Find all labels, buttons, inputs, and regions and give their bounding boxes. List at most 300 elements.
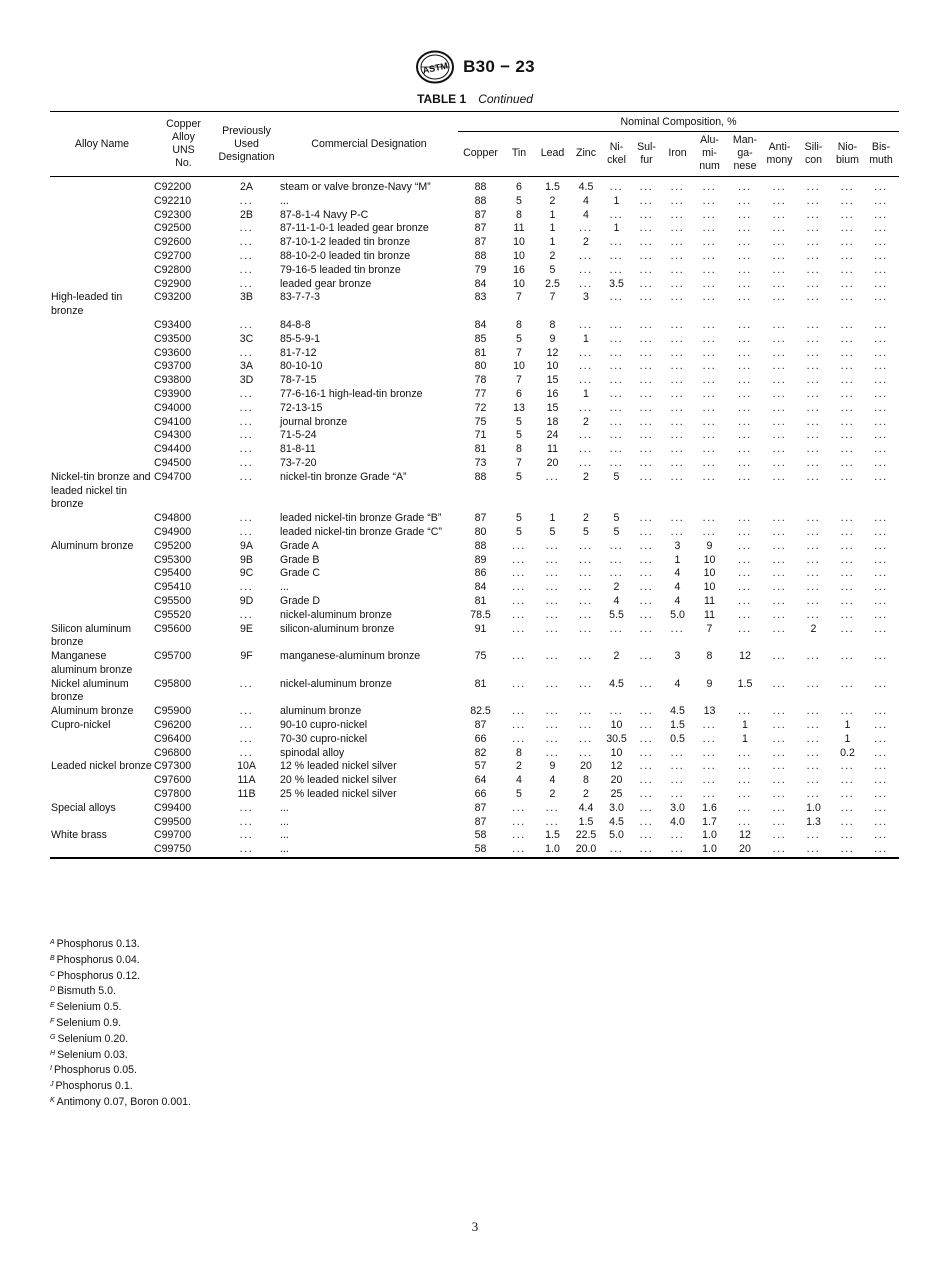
composition-value-cell: ... bbox=[702, 387, 717, 400]
composition-value-cell: 88 bbox=[474, 470, 487, 483]
composition-value-cell: ... bbox=[670, 774, 685, 787]
previous-designation-cell: 9C bbox=[239, 567, 254, 580]
composition-value-cell: ... bbox=[702, 512, 717, 525]
alloy-name-cell bbox=[50, 443, 154, 457]
composition-value-cell: ... bbox=[772, 318, 787, 331]
composition-value-cell: 4 bbox=[674, 567, 681, 580]
previous-designation-cell: ... bbox=[239, 525, 254, 538]
composition-value-cell: 75 bbox=[474, 415, 487, 428]
composition-value-cell: 11 bbox=[547, 443, 558, 456]
commercial-designation-cell-text: 85-5-9-1 bbox=[280, 332, 321, 345]
standard-designation: B30 − 23 bbox=[463, 57, 535, 76]
composition-value-cell: ... bbox=[772, 291, 787, 304]
uns-cell: C99750 bbox=[154, 843, 192, 856]
commercial-designation-cell-text: 20 % leaded nickel silver bbox=[280, 774, 397, 787]
composition-value-cell: 5 bbox=[516, 788, 522, 801]
alloy-name-cell bbox=[50, 609, 154, 623]
composition-value-cell: ... bbox=[670, 318, 685, 331]
composition-value-cell: ... bbox=[702, 263, 717, 276]
composition-value-cell: 10 bbox=[703, 581, 716, 594]
table-row bbox=[50, 802, 899, 816]
composition-value-cell: 6 bbox=[516, 181, 522, 193]
composition-value-cell: ... bbox=[670, 443, 685, 456]
page-number: 3 bbox=[471, 1219, 479, 1234]
composition-value-cell: ... bbox=[840, 222, 855, 235]
composition-value-cell: ... bbox=[772, 360, 787, 373]
composition-value-cell: 1 bbox=[549, 208, 556, 221]
footnote bbox=[50, 1078, 450, 1094]
composition-value-cell: ... bbox=[738, 360, 752, 373]
footnote-text: Selenium 0.9. bbox=[56, 1016, 122, 1029]
footnote bbox=[50, 1031, 450, 1047]
commercial-designation-cell-text: nickel-tin bronze Grade “A” bbox=[280, 470, 407, 483]
composition-value-cell: ... bbox=[874, 277, 888, 290]
composition-value-cell: ... bbox=[840, 415, 855, 428]
table-row bbox=[50, 816, 899, 830]
commercial-designation-cell bbox=[280, 222, 458, 236]
composition-value-cell: ... bbox=[772, 525, 787, 538]
commercial-designation-cell-text: ... bbox=[280, 815, 289, 828]
composition-value-cell: ... bbox=[609, 705, 624, 718]
composition-value-cell: ... bbox=[639, 553, 654, 566]
composition-value-cell: ... bbox=[702, 360, 717, 373]
composition-value-cell: ... bbox=[806, 608, 821, 621]
composition-value-cell: ... bbox=[772, 608, 787, 621]
composition-value-cell: ... bbox=[806, 401, 821, 414]
composition-value-cell: ... bbox=[874, 415, 888, 428]
composition-value-cell: ... bbox=[806, 346, 821, 359]
composition-value-cell: 2 bbox=[583, 236, 589, 249]
composition-value-cell: 2 bbox=[810, 622, 817, 635]
uns-cell: C96800 bbox=[154, 746, 192, 759]
composition-value-cell: 1.0 bbox=[702, 843, 717, 856]
table-row bbox=[50, 623, 899, 651]
previous-designation-cell: 3D bbox=[239, 374, 254, 387]
composition-value-cell: 1 bbox=[844, 732, 851, 745]
header-element: Man- ga- nese bbox=[726, 132, 764, 177]
composition-value-cell: 4 bbox=[549, 774, 556, 787]
composition-value-cell: ... bbox=[609, 208, 624, 221]
table-row bbox=[50, 843, 899, 858]
alloy-name-cell bbox=[50, 774, 154, 788]
composition-value-cell: ... bbox=[806, 318, 821, 331]
composition-value-cell: ... bbox=[609, 539, 624, 552]
composition-value-cell: 10 bbox=[610, 719, 623, 732]
composition-value-cell: ... bbox=[874, 801, 888, 814]
composition-value-cell: 71 bbox=[474, 429, 487, 442]
footnote-text: Bismuth 5.0. bbox=[57, 985, 116, 998]
composition-value-cell: 7 bbox=[516, 456, 522, 469]
composition-value-cell: ... bbox=[772, 760, 787, 773]
composition-value-cell: ... bbox=[874, 774, 888, 787]
composition-value-cell: ... bbox=[639, 774, 654, 787]
composition-value-cell: 1 bbox=[674, 553, 681, 566]
composition-value-cell: ... bbox=[738, 277, 752, 290]
composition-value-cell: 7 bbox=[516, 374, 522, 387]
logo-lettering: ASTM bbox=[421, 60, 449, 76]
composition-value-cell: ... bbox=[806, 677, 821, 690]
composition-value-cell: ... bbox=[545, 746, 560, 759]
composition-value-cell: 20 bbox=[739, 843, 751, 856]
composition-value-cell: ... bbox=[579, 443, 593, 456]
uns-cell: C92500 bbox=[154, 222, 192, 235]
composition-value-cell: ... bbox=[545, 567, 560, 580]
previous-designation-cell: ... bbox=[239, 746, 254, 759]
uns-cell: C93600 bbox=[154, 346, 192, 359]
composition-value-cell: ... bbox=[772, 387, 787, 400]
composition-value-cell: ... bbox=[579, 746, 593, 759]
commercial-designation-cell-text: 70-30 cupro-nickel bbox=[280, 732, 368, 745]
composition-value-cell: ... bbox=[738, 746, 752, 759]
composition-value-cell: 1.5 bbox=[737, 677, 753, 690]
composition-value-cell: 4 bbox=[674, 581, 681, 594]
composition-value-cell: ... bbox=[702, 415, 717, 428]
footnote-mark: E bbox=[50, 1002, 55, 1010]
commercial-designation-cell-text: leaded gear bronze bbox=[280, 277, 372, 290]
composition-value-cell: ... bbox=[840, 456, 855, 469]
composition-value-cell: ... bbox=[738, 429, 752, 442]
composition-value-cell: ... bbox=[579, 429, 593, 442]
composition-value-cell: ... bbox=[840, 539, 855, 552]
composition-value-cell: 86 bbox=[474, 567, 487, 580]
composition-value-cell: 75 bbox=[474, 650, 487, 663]
composition-value-cell: ... bbox=[579, 705, 593, 718]
uns-cell: C95600 bbox=[154, 622, 192, 635]
composition-value-cell: ... bbox=[772, 581, 787, 594]
composition-value-cell: ... bbox=[806, 594, 821, 607]
composition-value-cell: ... bbox=[738, 181, 752, 193]
table-row bbox=[50, 581, 899, 595]
composition-value-cell: ... bbox=[545, 705, 560, 718]
composition-value-cell: ... bbox=[545, 594, 560, 607]
composition-value-cell: ... bbox=[874, 746, 888, 759]
table-row bbox=[50, 678, 899, 706]
composition-value-cell: ... bbox=[670, 387, 685, 400]
composition-value-cell: ... bbox=[609, 263, 624, 276]
composition-value-cell: ... bbox=[702, 346, 717, 359]
composition-value-cell: ... bbox=[670, 291, 685, 304]
composition-value-cell: 8 bbox=[583, 774, 589, 787]
composition-value-cell: ... bbox=[579, 346, 593, 359]
table-row bbox=[50, 236, 899, 250]
composition-value-cell: ... bbox=[670, 222, 685, 235]
composition-value-cell: 10 bbox=[610, 746, 623, 759]
composition-value-cell: ... bbox=[738, 236, 752, 249]
composition-value-cell: 5 bbox=[583, 525, 589, 538]
composition-value-cell: ... bbox=[738, 705, 752, 718]
composition-value-cell: ... bbox=[702, 222, 717, 235]
footnote bbox=[50, 999, 450, 1015]
commercial-designation-cell-text: 25 % leaded nickel silver bbox=[280, 788, 397, 801]
composition-value-cell: ... bbox=[840, 194, 855, 207]
previous-designation-cell: 3A bbox=[240, 360, 253, 373]
composition-value-cell: ... bbox=[840, 581, 855, 594]
composition-value-cell: ... bbox=[639, 525, 654, 538]
composition-value-cell: 4 bbox=[674, 677, 681, 690]
commercial-designation-cell bbox=[280, 360, 458, 374]
composition-value-cell: ... bbox=[609, 387, 624, 400]
composition-value-cell: 84 bbox=[474, 581, 487, 594]
commercial-designation-cell-text: silicon-aluminum bronze bbox=[280, 622, 395, 635]
composition-value-cell: 5.0 bbox=[670, 608, 685, 621]
composition-value-cell: ... bbox=[670, 788, 685, 801]
composition-value-cell: ... bbox=[738, 374, 752, 387]
composition-value-cell: 1.3 bbox=[806, 815, 821, 828]
composition-value-cell: ... bbox=[670, 360, 685, 373]
composition-value-cell: ... bbox=[738, 291, 752, 304]
composition-value-cell: ... bbox=[579, 249, 593, 262]
composition-value-cell: ... bbox=[702, 443, 717, 456]
composition-value-cell: 4.0 bbox=[670, 815, 685, 828]
previous-designation-cell: ... bbox=[239, 512, 254, 525]
composition-value-cell: ... bbox=[806, 291, 821, 304]
composition-value-cell: ... bbox=[806, 567, 821, 580]
composition-value-cell: ... bbox=[639, 277, 654, 290]
composition-value-cell: ... bbox=[579, 222, 593, 235]
alloy-name-cell bbox=[50, 554, 154, 568]
header-previous-designation: Previously Used Designation bbox=[213, 112, 280, 177]
composition-value-cell: ... bbox=[806, 788, 821, 801]
composition-value-cell: ... bbox=[639, 622, 654, 635]
composition-value-cell: ... bbox=[874, 318, 888, 331]
composition-value-cell: 1 bbox=[742, 732, 748, 745]
composition-value-cell: ... bbox=[609, 415, 624, 428]
uns-cell: C94100 bbox=[154, 415, 192, 428]
composition-value-cell: 1.5 bbox=[545, 181, 560, 193]
composition-value-cell: ... bbox=[840, 443, 855, 456]
composition-value-cell: ... bbox=[738, 581, 752, 594]
composition-value-cell: ... bbox=[840, 788, 855, 801]
composition-value-cell: 80 bbox=[474, 525, 487, 538]
composition-value-cell: ... bbox=[639, 415, 654, 428]
composition-value-cell: ... bbox=[579, 401, 593, 414]
commercial-designation-cell bbox=[280, 526, 458, 540]
composition-value-cell: ... bbox=[772, 415, 787, 428]
composition-value-cell: ... bbox=[609, 843, 624, 856]
table-row bbox=[50, 388, 899, 402]
table-row bbox=[50, 360, 899, 374]
composition-value-cell: ... bbox=[579, 581, 593, 594]
composition-value-cell: ... bbox=[639, 567, 654, 580]
composition-value-cell: ... bbox=[670, 249, 685, 262]
composition-value-cell: 85 bbox=[474, 332, 487, 345]
composition-value-cell: ... bbox=[670, 760, 685, 773]
uns-cell: C96200 bbox=[154, 719, 192, 732]
composition-value-cell: ... bbox=[738, 387, 752, 400]
composition-value-cell: ... bbox=[874, 815, 888, 828]
composition-value-cell: ... bbox=[840, 208, 855, 221]
composition-value-cell: 81 bbox=[474, 346, 487, 359]
composition-value-cell: ... bbox=[579, 650, 593, 663]
alloy-name-cell bbox=[50, 222, 154, 236]
composition-value-cell: 8 bbox=[516, 443, 522, 456]
commercial-designation-cell-text: spinodal alloy bbox=[280, 746, 345, 759]
commercial-designation-cell-text: aluminum bronze bbox=[280, 705, 362, 718]
uns-cell: C92210 bbox=[154, 194, 192, 207]
composition-value-cell: ... bbox=[738, 567, 752, 580]
header-element: Ni- ckel bbox=[602, 132, 631, 177]
composition-value-cell: ... bbox=[840, 318, 855, 331]
composition-value-cell: ... bbox=[738, 512, 752, 525]
composition-value-cell: ... bbox=[639, 346, 654, 359]
composition-value-cell: ... bbox=[579, 567, 593, 580]
composition-value-cell: 87 bbox=[474, 801, 487, 814]
commercial-designation-cell bbox=[280, 788, 458, 802]
composition-value-cell: ... bbox=[512, 581, 526, 594]
footnote-text: Selenium 0.20. bbox=[57, 1032, 129, 1045]
footnote bbox=[50, 1094, 450, 1110]
composition-value-cell: 3 bbox=[583, 291, 589, 304]
composition-value-cell: ... bbox=[670, 346, 685, 359]
composition-value-cell: ... bbox=[772, 443, 787, 456]
uns-cell: C94300 bbox=[154, 429, 192, 442]
uns-cell: C93200 bbox=[154, 291, 192, 304]
composition-value-cell: ... bbox=[840, 843, 855, 856]
composition-value-cell: ... bbox=[772, 236, 787, 249]
composition-value-cell: 8 bbox=[516, 208, 522, 221]
commercial-designation-cell bbox=[280, 829, 458, 843]
composition-value-cell: 77 bbox=[474, 387, 487, 400]
table-row bbox=[50, 540, 899, 554]
uns-cell: C94900 bbox=[154, 525, 192, 538]
alloy-name-cell bbox=[50, 388, 154, 402]
composition-value-cell: ... bbox=[545, 470, 560, 483]
composition-value-cell: ... bbox=[639, 387, 654, 400]
commercial-designation-cell bbox=[280, 250, 458, 264]
composition-value-cell: ... bbox=[840, 608, 855, 621]
composition-value-cell: ... bbox=[806, 581, 821, 594]
composition-value-cell: 1.5 bbox=[578, 815, 594, 828]
composition-value-cell: 87 bbox=[474, 208, 487, 221]
composition-value-cell: ... bbox=[874, 719, 888, 732]
composition-value-cell: ... bbox=[738, 470, 752, 483]
composition-value-cell: 88 bbox=[474, 539, 487, 552]
uns-cell: C94500 bbox=[154, 456, 192, 469]
commercial-designation-cell-text: ... bbox=[280, 194, 289, 207]
composition-value-cell: ... bbox=[840, 553, 855, 566]
table-row bbox=[50, 291, 899, 319]
composition-value-cell: ... bbox=[806, 415, 821, 428]
composition-value-cell: ... bbox=[840, 277, 855, 290]
table-row bbox=[50, 333, 899, 347]
table-row bbox=[50, 416, 899, 430]
composition-value-cell: 79 bbox=[474, 263, 487, 276]
commercial-designation-cell-text: Grade D bbox=[280, 594, 321, 607]
composition-value-cell: ... bbox=[772, 539, 787, 552]
composition-value-cell: 2 bbox=[583, 788, 589, 801]
composition-value-cell: ... bbox=[874, 181, 888, 193]
alloy-name-cell bbox=[50, 319, 154, 333]
composition-value-cell: 5 bbox=[516, 415, 522, 428]
alloy-name-cell: Cupro-nickel bbox=[51, 719, 111, 732]
composition-value-cell: ... bbox=[738, 594, 752, 607]
commercial-designation-cell-text: Grade A bbox=[280, 539, 319, 552]
footnote bbox=[50, 936, 450, 952]
composition-value-cell: 0.5 bbox=[670, 732, 685, 745]
commercial-designation-cell-text: 81-7-12 bbox=[280, 346, 317, 359]
previous-designation-cell: ... bbox=[239, 677, 254, 690]
footnotes bbox=[50, 936, 450, 1110]
commercial-designation-cell-text: 71-5-24 bbox=[280, 429, 317, 442]
previous-designation-cell: ... bbox=[239, 236, 254, 249]
commercial-designation-cell-text: 87-10-1-2 leaded tin bronze bbox=[280, 236, 411, 249]
composition-value-cell: 7 bbox=[516, 291, 522, 304]
header-nominal-composition: Nominal Composition, % bbox=[458, 112, 899, 132]
header-element: Bis- muth bbox=[863, 132, 899, 177]
composition-value-cell: ... bbox=[639, 760, 654, 773]
previous-designation-cell: ... bbox=[239, 263, 254, 276]
commercial-designation-cell bbox=[280, 512, 458, 526]
composition-value-cell: ... bbox=[874, 567, 888, 580]
composition-value-cell: ... bbox=[702, 429, 717, 442]
composition-value-cell: 4 bbox=[674, 594, 681, 607]
commercial-designation-cell-text: journal bronze bbox=[280, 415, 348, 428]
composition-value-cell: ... bbox=[639, 650, 654, 663]
composition-value-cell: 5 bbox=[516, 332, 522, 345]
alloy-name-cell: High-leaded tin bronze bbox=[51, 291, 123, 318]
previous-designation-cell: ... bbox=[239, 829, 254, 842]
composition-value-cell: ... bbox=[772, 594, 787, 607]
composition-value-cell: 1.0 bbox=[545, 843, 560, 856]
table-row bbox=[50, 747, 899, 761]
composition-value-cell: ... bbox=[639, 705, 654, 718]
composition-value-cell: 10 bbox=[513, 249, 525, 262]
composition-value-cell: ... bbox=[738, 456, 752, 469]
table-row bbox=[50, 347, 899, 361]
alloy-name-cell bbox=[50, 236, 154, 250]
commercial-designation-cell-text: ... bbox=[280, 801, 289, 814]
previous-designation-cell: ... bbox=[239, 732, 254, 745]
composition-value-cell: ... bbox=[702, 332, 717, 345]
composition-value-cell: ... bbox=[772, 788, 787, 801]
composition-value-cell: ... bbox=[840, 815, 855, 828]
commercial-designation-cell-text: nickel-aluminum bronze bbox=[280, 677, 392, 690]
composition-value-cell: 58 bbox=[474, 829, 487, 842]
composition-value-cell: ... bbox=[545, 815, 560, 828]
composition-value-cell: ... bbox=[874, 194, 888, 207]
commercial-designation-cell-text: 77-6-16-1 high-lead-tin bronze bbox=[280, 387, 423, 400]
table-row bbox=[50, 374, 899, 388]
composition-value-cell: ... bbox=[670, 512, 685, 525]
composition-value-cell: ... bbox=[639, 594, 654, 607]
composition-value-cell: ... bbox=[738, 415, 752, 428]
footnote bbox=[50, 1047, 450, 1063]
previous-designation-cell: 9A bbox=[240, 539, 253, 552]
composition-value-cell: ... bbox=[512, 719, 526, 732]
composition-value-cell: ... bbox=[512, 732, 526, 745]
composition-value-cell: ... bbox=[738, 194, 752, 207]
composition-value-cell: ... bbox=[772, 181, 787, 193]
composition-value-cell: 7 bbox=[549, 291, 556, 304]
alloy-name-cell bbox=[50, 374, 154, 388]
composition-value-cell: ... bbox=[512, 677, 526, 690]
composition-value-cell: 5 bbox=[516, 470, 522, 483]
composition-value-cell: ... bbox=[702, 194, 717, 207]
composition-value-cell: ... bbox=[772, 374, 787, 387]
composition-value-cell: ... bbox=[609, 622, 624, 635]
composition-value-cell: ... bbox=[639, 829, 654, 842]
composition-value-cell: ... bbox=[702, 318, 717, 331]
commercial-designation-cell bbox=[280, 719, 458, 733]
composition-value-cell: ... bbox=[738, 774, 752, 787]
composition-value-cell: ... bbox=[840, 332, 855, 345]
composition-value-cell: ... bbox=[874, 387, 888, 400]
composition-value-cell: ... bbox=[639, 732, 654, 745]
composition-value-cell: ... bbox=[874, 525, 888, 538]
header-element: Anti- mony bbox=[764, 132, 795, 177]
composition-value-cell: ... bbox=[806, 249, 821, 262]
uns-cell: C93500 bbox=[154, 332, 192, 345]
